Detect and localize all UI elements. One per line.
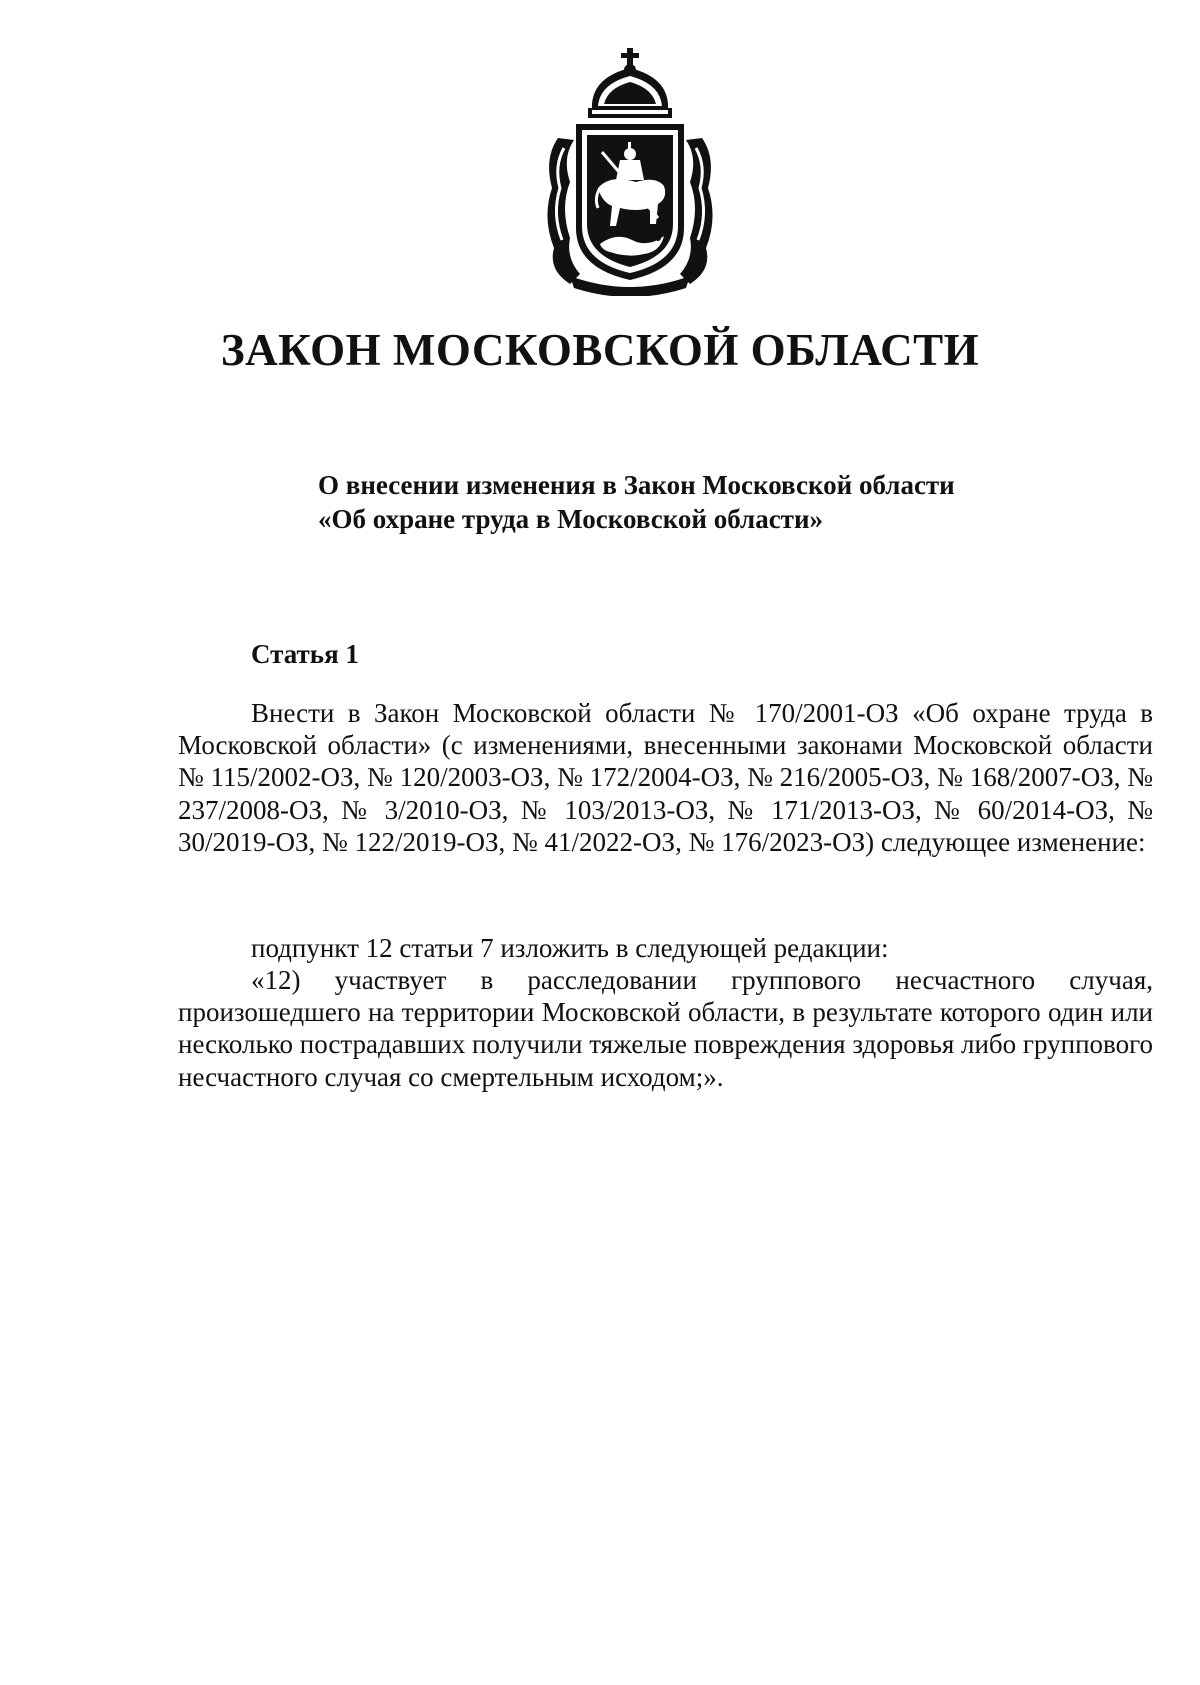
law-subject-line: О внесении изменения в Закон Московской области bbox=[318, 470, 955, 500]
law-title: ЗАКОН МОСКОВСКОЙ ОБЛАСТИ bbox=[220, 325, 980, 375]
article-paragraph: подпункт 12 статьи 7 изложить в следующей редакции: bbox=[251, 933, 889, 963]
coat-of-arms-emblem bbox=[540, 48, 720, 296]
article-heading: Статья 1 bbox=[251, 639, 359, 669]
law-subject-line: «Об охране труда в Московской области» bbox=[318, 504, 823, 534]
law-subject bbox=[318, 468, 1038, 536]
article-paragraph: «12) участвует в расследовании группового несчастного случая, произошедшего на территории Московской области, в результате которого один или несколько пострадавших получили тяжелые повреждения здоровья либо группового несчастного случая со смертельным исходом;». bbox=[178, 965, 1153, 1092]
article-paragraph: Внести в Закон Московской области № 170/2001-ОЗ «Об охране труда в Московской области» (с изменениями, внесенными законами Московской области № 115/2002-ОЗ, № 120/2003-ОЗ, № 172/2004-ОЗ, № 216/2005-ОЗ, № 168/2007-ОЗ, № 237/2008-ОЗ, № 3/2010-ОЗ, № 103/2013-ОЗ, № 171/2013-ОЗ, № 60/2014-ОЗ, № 30/2019-ОЗ, № 122/2019-ОЗ, № 41/2022-ОЗ, № 176/2023-ОЗ) следующее изменение: bbox=[178, 698, 1153, 857]
